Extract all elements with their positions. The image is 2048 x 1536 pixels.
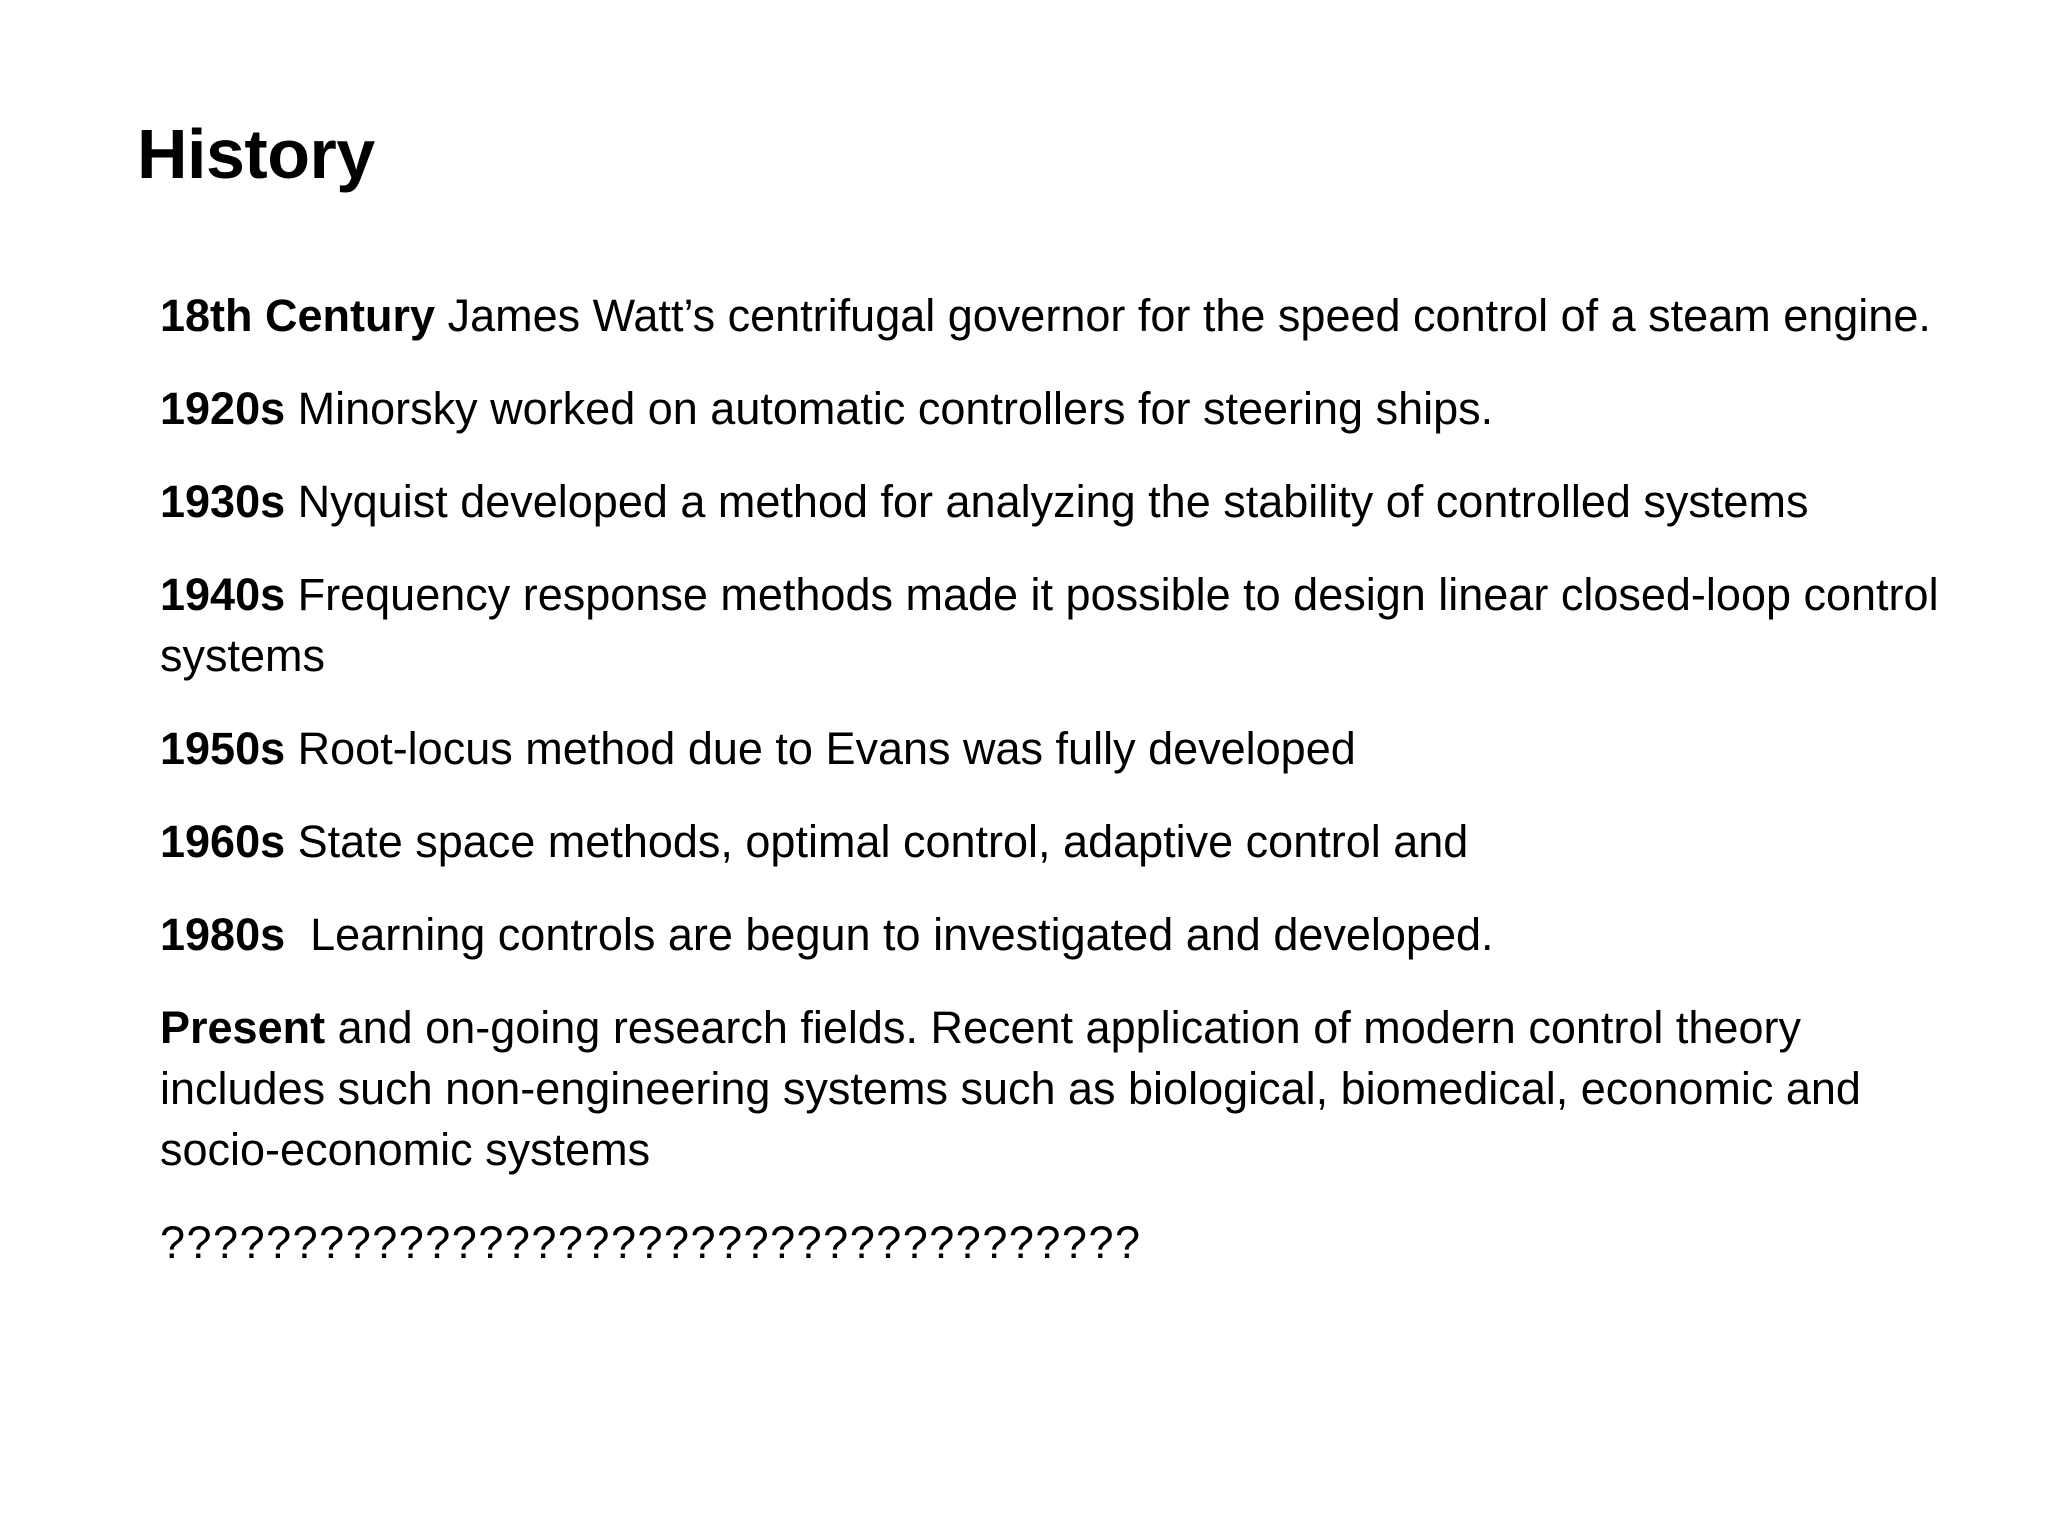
entry-text: and on-going research fields. Recent application of modern control theory includes such non-engineering systems such as biological, biomedical, economic and socio-economic systems — [160, 1002, 1874, 1175]
entry-text: Frequency response methods made it possible to design linear closed-loop control systems — [160, 569, 1952, 681]
entry-period: 1960s — [160, 816, 286, 867]
history-entry-1950s — [160, 718, 1950, 779]
entry-period: 1950s — [160, 723, 286, 774]
slide-title: History — [137, 115, 375, 193]
entry-period: 1940s — [160, 569, 286, 620]
history-entry-1920s — [160, 378, 1950, 439]
history-entry-1930s — [160, 471, 1950, 532]
history-entry-present — [160, 997, 1950, 1180]
entry-text: Root-locus method due to Evans was fully developed — [285, 723, 1356, 774]
entry-period: 1930s — [160, 476, 286, 527]
entry-text: Minorsky worked on automatic controllers for steering ships. — [285, 383, 1494, 434]
history-entry-1980s — [160, 904, 1950, 965]
history-entry-1960s — [160, 811, 1950, 872]
question-marks-line: ????????????????????????????????????? — [160, 1217, 1142, 1268]
entry-period: Present — [160, 1002, 326, 1053]
history-list — [160, 285, 1950, 1273]
entry-period: 1980s — [160, 909, 286, 960]
entry-period: 1920s — [160, 383, 286, 434]
entry-text: Learning controls are begun to investigated and developed. — [285, 909, 1494, 960]
entry-text: State space methods, optimal control, adaptive control and — [285, 816, 1469, 867]
entry-period: 18th Century — [160, 290, 436, 341]
entry-text: James Watt’s centrifugal governor for the speed control of a steam engine. — [435, 290, 1931, 341]
history-entry-18th-century — [160, 285, 1950, 346]
history-entry-1940s — [160, 564, 1950, 686]
entry-text: Nyquist developed a method for analyzing the stability of controlled systems — [285, 476, 1809, 527]
